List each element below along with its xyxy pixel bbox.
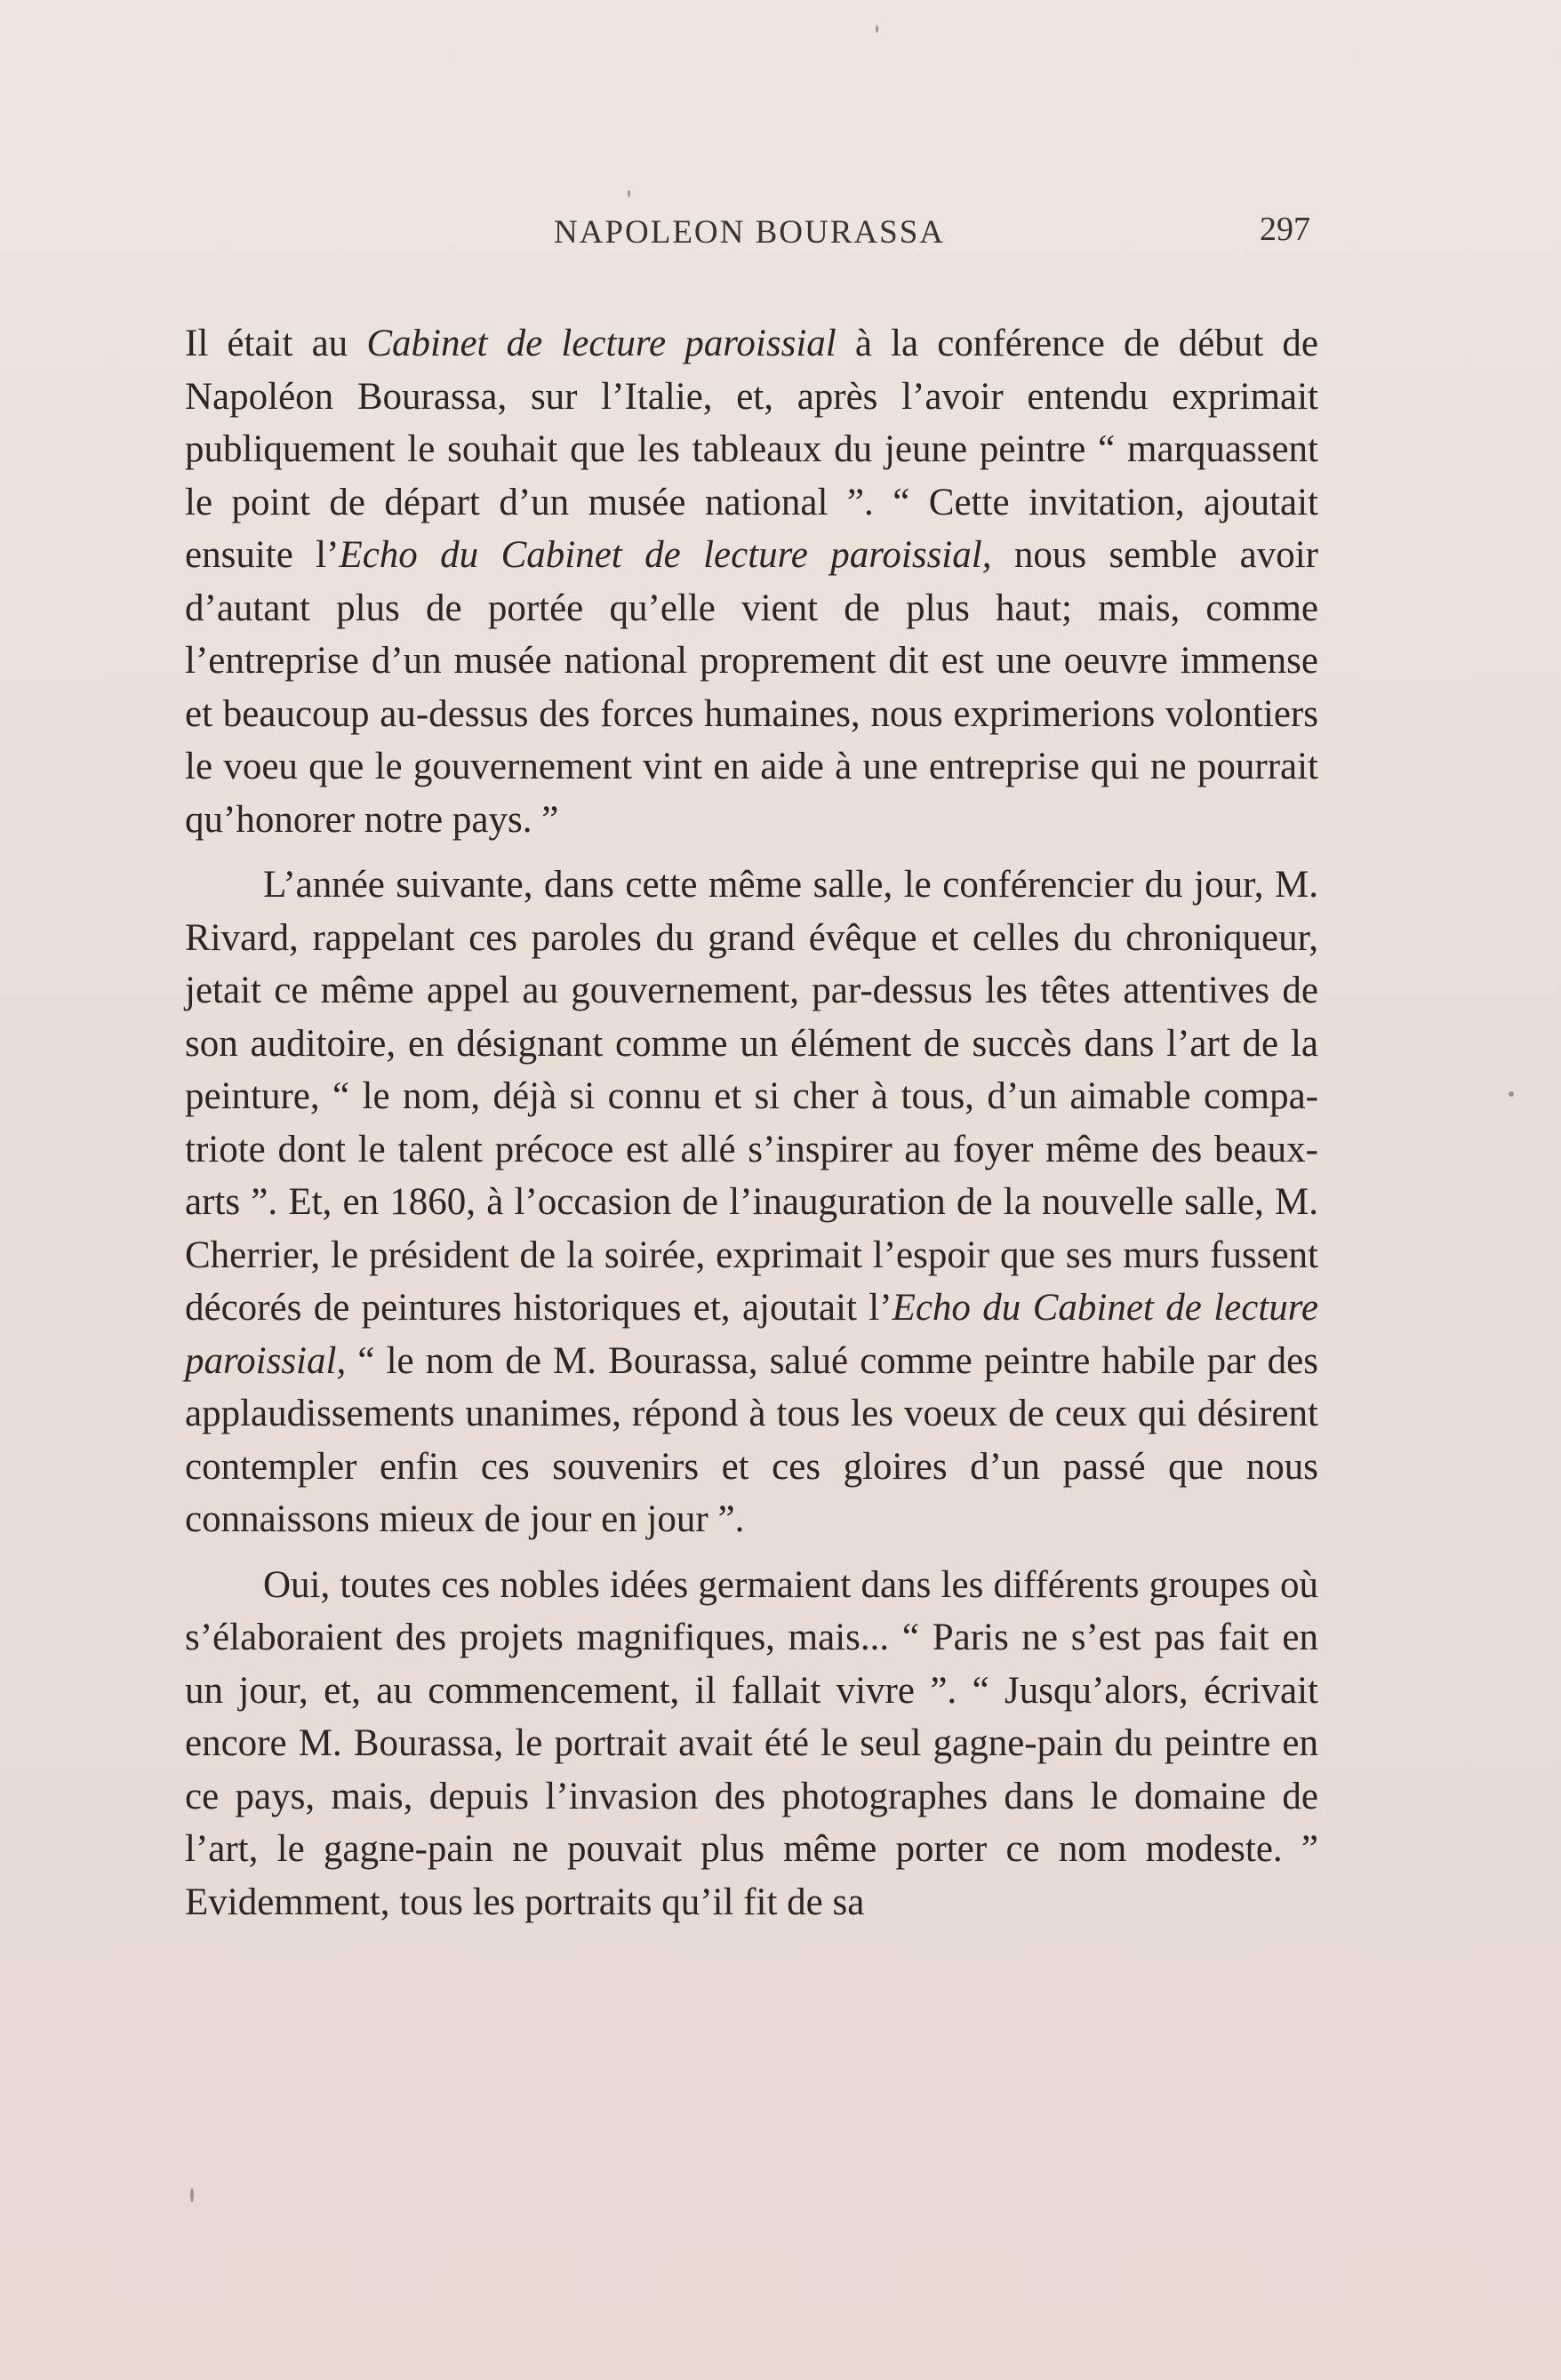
italic-title: Echo du Cabinet de lecture paroissial, bbox=[185, 1287, 1318, 1382]
body-text bbox=[185, 317, 1318, 1929]
paper-speck bbox=[628, 190, 630, 197]
italic-title: Echo du Cabinet de lecture paroissial, bbox=[339, 534, 992, 576]
paper-speck bbox=[876, 25, 878, 33]
text-segment: à la conférence de début de Napoléon Bourassa, sur l’Italie, et, après l’avoir entendu exprimait publiquement le souhait que les tableaux du jeune peintre “ marquassent le point de départ d’un musée national ”. “ Cette invitation, ajoutait ensuite l’ bbox=[185, 323, 1318, 576]
text-segment: L’année suivante, dans cette même salle, le conférencier du jour, M. Rivard, rappelant ces paroles du grand évêque et celles du chroniqueur, jetait ce même appel au gouvernement, par-dessus les têtes attentives de son auditoire, en désignant comme un élément de succès dans l’art de la peinture, “ le nom, déjà si connu et si cher à tous, d’un aimable compatriote dont le talent précoce est allé s’inspirer au foyer même des beaux-arts ”. Et, en 1860, à l’occasion de l’inauguration de la nouvelle salle, M. Cherrier, le président de la soirée, exprimait l’espoir que ses murs fussent décorés de peintures historiques et, ajoutait l’ bbox=[185, 864, 1318, 1329]
paper-speck bbox=[190, 2188, 194, 2202]
paragraph-1 bbox=[185, 317, 1318, 846]
text-segment: Oui, toutes ces nobles idées germaient dans les différents groupes où s’élaboraient des projets magnifiques, mais... “ Paris ne s’est pas fait en un jour, et, au commencement, il fallait vivre ”. “ Jusqu’alors, écrivait encore M. Bourassa, le portrait avait été le seul gagne-pain du peintre en ce pays, mais, depuis l’invasion des photographes dans le domaine de l’art, le gagne-pain ne pouvait plus même porter ce nom modeste. ” Evidemment, tous les portraits qu’il fit de sa bbox=[185, 1563, 1318, 1923]
text-segment: “ le nom de M. Bourassa, salué comme peintre habile par des applaudissements unanimes, répond à tous les voeux de ceux qui désirent contempler enfin ces souvenirs et ces gloires d’un passé que nous connaissons mieux de jour en jour ”. bbox=[185, 1339, 1318, 1540]
paragraph-2 bbox=[185, 859, 1318, 1546]
text-segment: nous semble avoir d’autant plus de portée qu’elle vient de plus haut; mais, comme l’entreprise d’un musée national proprement dit est une oeuvre immense et beaucoup au-dessus des forces humaines, nous exprimerions volontiers le voeu que le gouvernement vint en aide à une entreprise qui ne pourrait qu’honorer notre pays. ” bbox=[185, 534, 1318, 841]
paper-speck bbox=[1509, 1091, 1514, 1097]
text-segment: Il était au bbox=[185, 323, 367, 364]
paragraph-gap bbox=[185, 1546, 1318, 1559]
paragraph-3 bbox=[185, 1559, 1318, 1929]
paragraph-gap bbox=[185, 846, 1318, 859]
running-title: NAPOLEON BOURASSA bbox=[553, 214, 946, 251]
page-header bbox=[188, 213, 1310, 267]
italic-title: Cabinet de lecture paroissial bbox=[366, 323, 837, 364]
page-number: 297 bbox=[1260, 211, 1310, 248]
